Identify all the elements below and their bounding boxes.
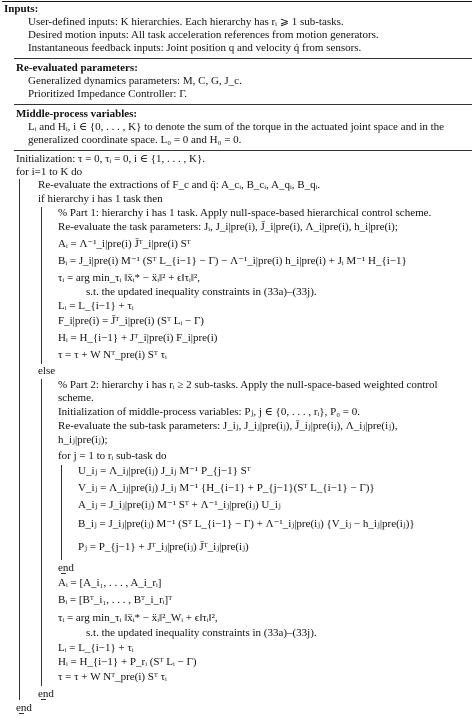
else-keyword: else <box>38 365 56 377</box>
for-outer-block-line <box>19 179 20 700</box>
middle-heading: Middle-process variables: <box>16 108 138 120</box>
part2-comment: % Part 2: hierarchy i has rᵢ ≥ 2 sub-tasks. Apply the null-space-based weighted control <box>58 379 438 391</box>
for-outer-block-foot <box>19 713 24 714</box>
top-rule <box>2 1 472 2</box>
inputs-line-1: User-defined inputs: K hierarchies. Each hierarchy has rᵢ ⩾ 1 sub-tasks. <box>28 16 344 28</box>
section-rule <box>14 58 472 59</box>
end-if: end <box>38 688 54 700</box>
part1-eq-h: Hᵢ = H_{i−1} + Jᵀ_i|pre(i) F_i|pre(i) <box>58 332 218 344</box>
part2-eq-h: Hᵢ = H_{i−1} + P_rᵢ (Sᵀ Lᵢ − Γ) <box>58 656 197 668</box>
inputs-line-3: Instantaneous feedback inputs: Joint position q and velocity q̇ from sensors. <box>28 42 362 54</box>
part1-eq-l: Lᵢ = L_{i−1} + τᵢ <box>58 300 134 312</box>
inner-eq-p: Pⱼ = P_{j−1} + Jᵀ_iⱼ|pre(iⱼ) J̄ᵀ_iⱼ|pre(iⱼ) <box>78 541 249 553</box>
inner-eq-v: V_iⱼ = Λ_iⱼ|pre(iⱼ) J_iⱼ M⁻¹ {H_{i−1} + P_{j−1}(Sᵀ L_{i−1} − Γ)} <box>78 482 375 494</box>
end-inner: end <box>58 562 74 574</box>
for-inner-block-line <box>61 465 62 560</box>
reevaluated-heading: Re-evaluated parameters: <box>16 62 138 74</box>
part1-constraints: s.t. the updated inequality constraints in (33a)–(33j). <box>86 286 317 298</box>
inner-eq-a: A_iⱼ = J_iⱼ|pre(iⱼ) M⁻¹ Sᵀ + Λ⁻¹_iⱼ|pre(iⱼ) U_iⱼ <box>78 499 281 511</box>
part2-comment-cont: scheme. <box>58 392 94 404</box>
for-outer: for i=1 to K do <box>16 166 83 178</box>
part2-reevaluate: Re-evaluate the sub-task parameters: J_iⱼ, J_iⱼ|pre(iⱼ), J̄_iⱼ|pre(iⱼ), Λ_iⱼ|pre(iⱼ), <box>58 420 398 432</box>
part2-eq-tau-update: τ = τ + W Nᵀ_pre(i) Sᵀ τᵢ <box>58 671 167 683</box>
reevaluated-line-2: Prioritized Impedance Controller: Γ. <box>28 88 187 100</box>
part1-eq-f: F_i|pre(i) = J̄ᵀ_i|pre(i) (Sᵀ Lᵢ − Γ) <box>58 315 204 327</box>
section-rule <box>14 104 472 105</box>
inputs-line-2: Desired motion inputs: All task acceleration references from motion generators. <box>28 29 379 41</box>
part2-reevaluate-cont: h_iⱼ|pre(iⱼ); <box>58 434 108 446</box>
if-one-task: if hierarchy i has 1 task then <box>38 193 163 205</box>
part1-reevaluate: Re-evaluate the task parameters: Jᵢ, J_i|pre(i), J̄_i|pre(i), Λ_i|pre(i), h_i|pre(i); <box>58 221 398 233</box>
part1-eq-tau-update: τ = τ + W Nᵀ_pre(i) Sᵀ τᵢ <box>58 349 167 361</box>
part2-constraints: s.t. the updated inequality constraints in (33a)–(33j). <box>86 627 317 639</box>
reevaluate-extractions: Re-evaluate the extractions of F_c and q̈: A_cᵢ, B_cᵢ, A_qᵢ, B_qᵢ. <box>38 179 321 191</box>
part2-eq-tau: τᵢ = arg min_τᵢ ‖ẍᵢ* − ẍᵢ‖²_Wᵢ + ϵ‖τᵢ‖², <box>58 612 218 624</box>
part1-eq-a: Aᵢ = Λ⁻¹_i|pre(i) J̄ᵀ_i|pre(i) Sᵀ <box>58 238 191 250</box>
part2-eq-l: Lᵢ = L_{i−1} + τᵢ <box>58 642 134 654</box>
part1-eq-tau: τᵢ = arg min_τᵢ ‖ẍᵢ* − ẍᵢ‖² + ϵ‖τᵢ‖², <box>58 272 200 284</box>
middle-line-2: generalized coordinate space. L₀ = 0 and H₀ = 0. <box>28 134 242 146</box>
for-inner: for j = 1 to rᵢ sub-task do <box>58 450 167 462</box>
inputs-heading: Inputs: <box>4 3 39 15</box>
else-block-foot <box>41 699 46 700</box>
part2-eq-a: Aᵢ = [A_i₁, . . . , A_i_rᵢ] <box>58 577 162 589</box>
part1-eq-b: Bᵢ = J_i|pre(i) M⁻¹ (Sᵀ L_{i−1} − Γ) − Λ⁻¹_i|pre(i) h_i|pre(i) + Jᵢ M⁻¹ H_{i−1} <box>58 255 407 267</box>
section-rule <box>14 150 472 151</box>
for-inner-block-foot <box>61 573 66 574</box>
part1-comment: % Part 1: hierarchy i has 1 task. Apply null-space-based hierarchical control scheme. <box>58 207 432 219</box>
part2-eq-b: Bᵢ = [Bᵀ_i₁, . . . , Bᵀ_i_rᵢ]ᵀ <box>58 594 173 606</box>
reevaluated-line-1: Generalized dynamics parameters: M, C, G, J_c. <box>28 75 242 87</box>
if-block-line <box>41 207 42 364</box>
else-block-line <box>41 379 42 686</box>
initialization-line: Initialization: τ = 0, τᵢ = 0, i ∈ {1, . . . , K}. <box>16 153 206 165</box>
middle-line-1: Lᵢ and Hᵢ, i ∈ {0, . . . , K} to denote the sum of the torque in the actuated joint space and in the <box>28 121 445 133</box>
part2-initialization: Initialization of middle-process variables: Pⱼ, j ∈ {0, . . . , rᵢ}, P₀ = 0. <box>58 406 360 418</box>
end-outer: end <box>16 702 32 714</box>
inner-eq-u: U_iⱼ = Λ_iⱼ|pre(iⱼ) J_iⱼ M⁻¹ P_{j−1} Sᵀ <box>78 465 251 477</box>
inner-eq-b: B_iⱼ = J_iⱼ|pre(iⱼ) M⁻¹ (Sᵀ L_{i−1} − Γ) + Λ⁻¹_iⱼ|pre(iⱼ) {V_iⱼ − h_iⱼ|pre(iⱼ)} <box>78 518 415 530</box>
